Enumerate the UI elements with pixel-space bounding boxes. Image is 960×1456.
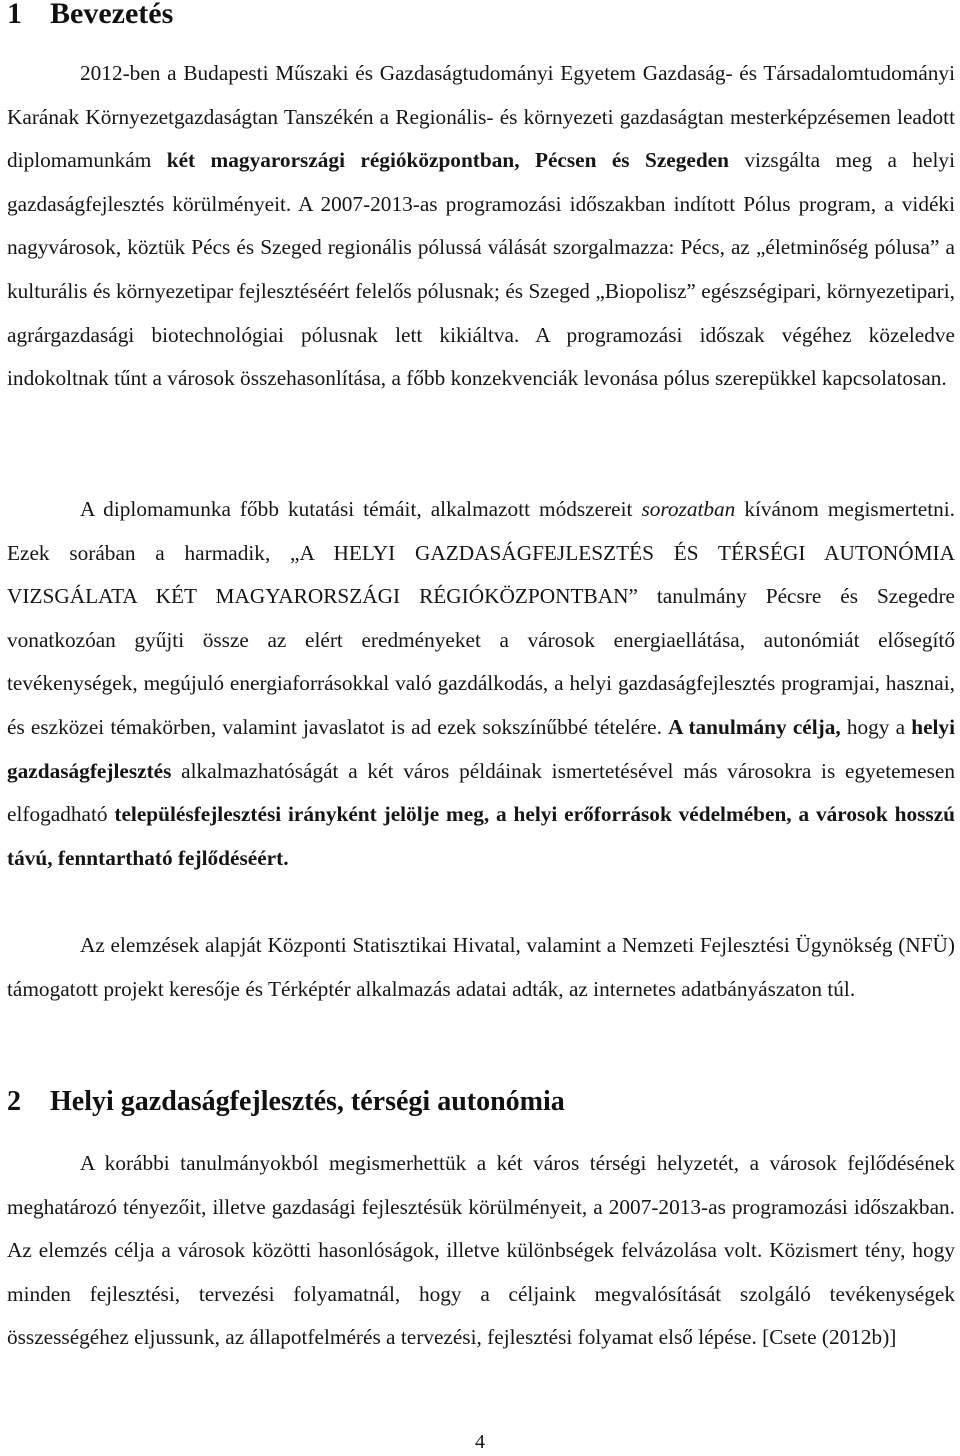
section-1-title: Bevezetés bbox=[50, 0, 174, 30]
bold-run: helyi gazdaságfejlesztés bbox=[7, 714, 955, 783]
section-1-heading bbox=[7, 0, 173, 34]
section-1-paragraph-1 bbox=[7, 52, 955, 401]
text-run: 2012-ben a Budapesti Műszaki és Gazdaságtudományi Egyetem Gazdaság- és Társadalomtudományi Karának Környezetgazdaságtan Tanszékén a Regionális- és környezeti gazdaságtan mesterképzésemen leadott diplomamunkám bbox=[7, 61, 955, 173]
text-run: alkalmazhatóságát a két város példáinak ismertetésével más városokra is egyetemesen elfogadható bbox=[7, 758, 955, 827]
bold-run: településfejlesztési irányként jelölje meg, a helyi erőforrások védelmében, a városok hosszú távú, fenntartható fejlődéséért. bbox=[7, 802, 955, 870]
bold-run: A tanulmány célja, bbox=[668, 714, 841, 739]
section-2-heading bbox=[7, 1082, 565, 1122]
bold-run: két magyarországi régióközpontban, Pécsen és Szegeden bbox=[166, 148, 729, 173]
text-run: vizsgálta meg a helyi gazdaságfejlesztés körülményeit. A 2007-2013-as programozási időszakban indított Pólus program, a vidéki nagyvárosok, köztük Pécs és Szeged regionális pólussá válását szorgalmazza: Pécs, az „életminőség pólusa” a kulturális és környezetipar fejlesztéséért felelős pólusnak; és Szeged „Biopolisz” egészségipari, környezetipari, agrárgazdasági biotechnológiai pólusnak lett kikiáltva. A programozási időszak végéhez közeledve indokoltnak tűnt a városok összehasonlítása, a főbb konzekvenciák levonása pólus szerepükkel kapcsolatosan. bbox=[7, 148, 955, 391]
page-number: 4 bbox=[475, 1431, 485, 1453]
section-1-paragraph-2 bbox=[7, 488, 955, 880]
text-run: A diplomamunka főbb kutatási témáit, alkalmazott módszereit bbox=[80, 497, 642, 521]
italic-run: sorozatban bbox=[641, 497, 736, 521]
section-2-number: 2 bbox=[7, 1086, 21, 1117]
section-1-number: 1 bbox=[7, 0, 22, 30]
text-run: kívánom megismertetni. Ezek sorában a harmadik, „A HELYI GAZDASÁGFEJLESZTÉS ÉS TÉRSÉGI AUTONÓMIA VIZSGÁLATA KÉT MAGYARORSZÁGI RÉGIÓKÖZPONTBAN” tanulmány Pécsre és Szegedre vonatkozóan gyűjti össze az elért eredményeket a városok energiaellátása, autonómiát elősegítő tevékenységek, megújuló energiaforrásokkal való gazdálkodás, a helyi gazdaságfejlesztés programjai, hasznai, és eszközei témakörben, valamint javaslatot is ad ezek sokszínűbbé tételére. bbox=[7, 497, 955, 739]
section-2-title: Helyi gazdaságfejlesztés, térségi autonómia bbox=[50, 1086, 565, 1117]
text-run: hogy a bbox=[840, 714, 912, 739]
section-2-paragraph-1: A korábbi tanulmányokból megismerhettük a két város térségi helyzetét, a városok fejlődésének meghatározó tényezőit, illetve gazdasági fejlesztésük körülményeit, a 2007-2013-as programozási időszakban. Az elemzés célja a városok közötti hasonlóságok, illetve különbségek felvázolása volt. Közismert tény, hogy minden fejlesztési, tervezési folyamatnál, hogy a céljaink megvalósítását szolgáló tevékenységek összességéhez eljussunk, az állapotfelmérés a tervezési, fejlesztési folyamat első lépése. [Csete (2012b)] bbox=[7, 1151, 955, 1350]
section-1-paragraph-3: Az elemzések alapját Központi Statisztikai Hivatal, valamint a Nemzeti Fejlesztési Ügynökség (NFÜ) támogatott projekt keresője és Térképtér alkalmazás adatai adták, az internetes adatbányászaton túl. bbox=[7, 933, 955, 1001]
